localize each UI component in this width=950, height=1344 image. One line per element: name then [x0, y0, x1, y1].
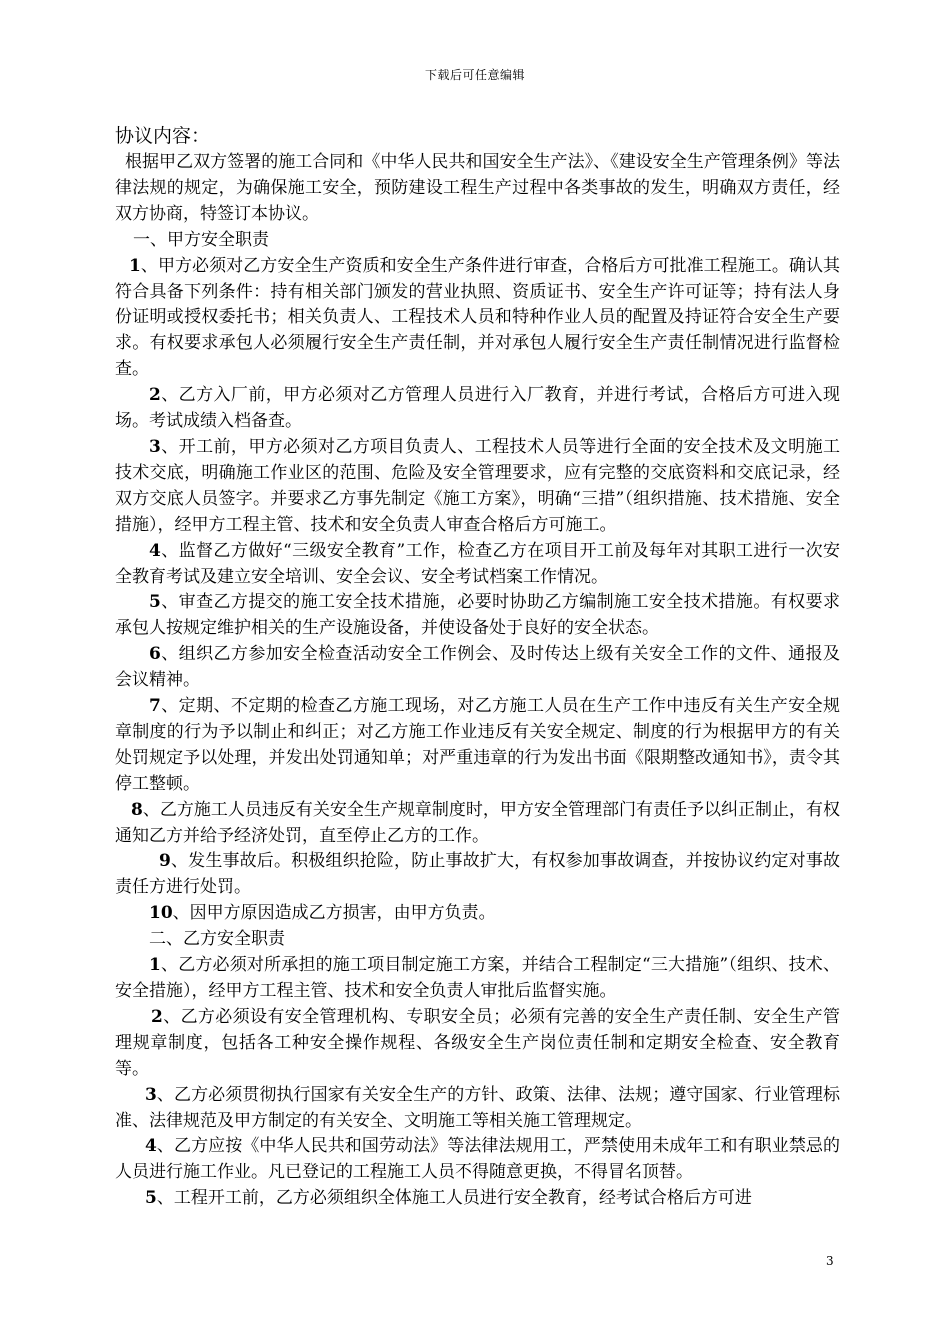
paragraph-number: 6 — [149, 644, 161, 665]
paragraph-number: 4 — [149, 540, 161, 561]
paragraph-text: 根据甲乙双方签署的施工合同和《中华人民共和国安全生产法》、《建设安全生产管理条例》等法律法规的规定，为确保施工安全，预防建设工程生产过程中各类事故的发生，明确双方责任，经双方协商，特签订本协议。 — [115, 152, 840, 224]
paragraph-text: 、监督乙方做好“三级安全教育”工作，检查乙方在项目开工前及每年对其职工进行一次安全教育考试及建立安全培训、安全会议、安全考试档案工作情况。 — [115, 540, 840, 587]
paragraph-number: 5 — [145, 1188, 157, 1209]
paragraph-number: 10 — [149, 903, 173, 924]
paragraph-text: 二、乙方安全职责 — [149, 929, 285, 950]
paragraph-text: 一、甲方安全职责 — [133, 229, 269, 250]
paragraph-number: 1 — [129, 255, 141, 276]
paragraph-text: 、发生事故后。积极组织抢险，防止事故扩大，有权参加事故调查，并按协议约定对事故责任方进行处罚。 — [115, 851, 840, 898]
paragraph — [115, 1186, 840, 1212]
paragraph — [115, 901, 840, 927]
paragraph — [115, 953, 840, 1005]
paragraph — [115, 798, 840, 850]
paragraph — [115, 150, 840, 228]
paragraph-number: 2 — [149, 385, 161, 406]
paragraph-text: 、乙方必须贯彻执行国家有关安全生产的方针、政策、法律、法规；遵守国家、行业管理标准、法律规范及甲方制定的有关安全、文明施工等相关施工管理规定。 — [115, 1084, 840, 1131]
paragraph-number: 4 — [145, 1136, 157, 1157]
paragraph-text: 、乙方必须对所承担的施工项目制定施工方案，并结合工程制定“三大措施”（组织、技术、安全措施），经甲方工程主管、技术和安全负责人审批后监督实施。 — [115, 955, 840, 1001]
page-number: 3 — [826, 1254, 834, 1268]
paragraph — [115, 642, 840, 694]
paragraph-text: 、开工前，甲方必须对乙方项目负责人、工程技术人员等进行全面的安全技术及文明施工技术交底，明确施工作业区的范围、危险及安全管理要求，应有完整的交底资料和交底记录，经双方交底人员签字。并要求乙方事先制定《施工方案》，明确“三措”（组织措施、技术措施、安全措施），经甲方工程主管、技术和安全负责人审查合格后方可施工。 — [115, 436, 840, 535]
paragraph-text: 、工程开工前，乙方必须组织全体施工人员进行安全教育，经考试合格后方可进 — [156, 1188, 752, 1209]
paragraph-text: 、审查乙方提交的施工安全技术措施，必要时协助乙方编制施工安全技术措施。有权要求承包人按规定维护相关的生产设施设备，并使设备处于良好的安全状态。 — [115, 592, 840, 639]
paragraph-number: 8 — [131, 799, 143, 820]
document-body — [115, 122, 840, 1212]
paragraph — [115, 927, 840, 953]
paragraph-number: 3 — [149, 436, 161, 457]
paragraph-number: 1 — [149, 955, 161, 976]
paragraph-text: 、组织乙方参加安全检查活动安全工作例会、及时传达上级有关安全工作的文件、通报及会议精神。 — [115, 644, 840, 691]
paragraph — [115, 849, 840, 901]
paragraph — [115, 539, 840, 591]
paragraph-text: 、甲方必须对乙方安全生产资质和安全生产条件进行审查，合格后方可批准工程施工。确认其符合具备下列条件：持有相关部门颁发的营业执照、资质证书、安全生产许可证等；持有法人身份证明或授权委托书；相关负责人、工程技术人员和特种作业人员的配置及持证符合安全生产要求。有权要求承包人必须履行安全生产责任制，并对承包人履行安全生产责任制情况进行监督检查。 — [115, 255, 840, 380]
paragraph-text: 、定期、不定期的检查乙方施工现场，对乙方施工人员在生产工作中违反有关生产安全规章制度的行为予以制止和纠正；对乙方施工作业违反有关安全规定、制度的行为根据甲方的有关处罚规定予以处理，并发出处罚通知单；对严重违章的行为发出书面《限期整改通知书》，责令其停工整顿。 — [115, 696, 840, 794]
paragraph-text: 、乙方施工人员违反有关安全生产规章制度时，甲方安全管理部门有责任予以纠正制止，有权通知乙方并给予经济处罚，直至停止乙方的工作。 — [115, 799, 840, 846]
paragraph-number: 7 — [149, 696, 161, 717]
paragraph-number: 9 — [159, 851, 171, 872]
paragraph-text: 、乙方入厂前，甲方必须对乙方管理人员进行入厂教育，并进行考试，合格后方可进入现场。考试成绩入档备查。 — [115, 385, 840, 432]
paragraph — [115, 1134, 840, 1186]
paragraph — [115, 694, 840, 798]
paragraph-text: 、乙方应按《中华人民共和国劳动法》等法律法规用工，严禁使用未成年工和有职业禁忌的人员进行施工作业。凡已登记的工程施工人员不得随意更换，不得冒名顶替。 — [115, 1136, 840, 1183]
paragraph — [115, 1083, 840, 1135]
paragraph — [115, 435, 840, 539]
paragraph-number: 2 — [151, 1006, 163, 1027]
paragraph — [115, 228, 840, 254]
paragraph-number: 5 — [149, 592, 161, 613]
paragraph-text: 、乙方必须设有安全管理机构、专职安全员；必须有完善的安全生产责任制、安全生产管理规章制度，包括各工种安全操作规程、各级安全生产岗位责任制和定期安全检查、安全教育等。 — [115, 1006, 840, 1079]
page-title: 协议内容： — [115, 125, 211, 147]
page-header: 下载后可任意编辑 — [424, 68, 525, 82]
paragraph-number: 3 — [145, 1084, 157, 1105]
paragraph — [115, 383, 840, 435]
paragraph-list — [115, 150, 840, 1212]
paragraph — [115, 1005, 840, 1083]
paragraph-text: 、因甲方原因造成乙方损害，由甲方负责。 — [172, 903, 496, 924]
paragraph — [115, 254, 840, 384]
paragraph — [115, 590, 840, 642]
